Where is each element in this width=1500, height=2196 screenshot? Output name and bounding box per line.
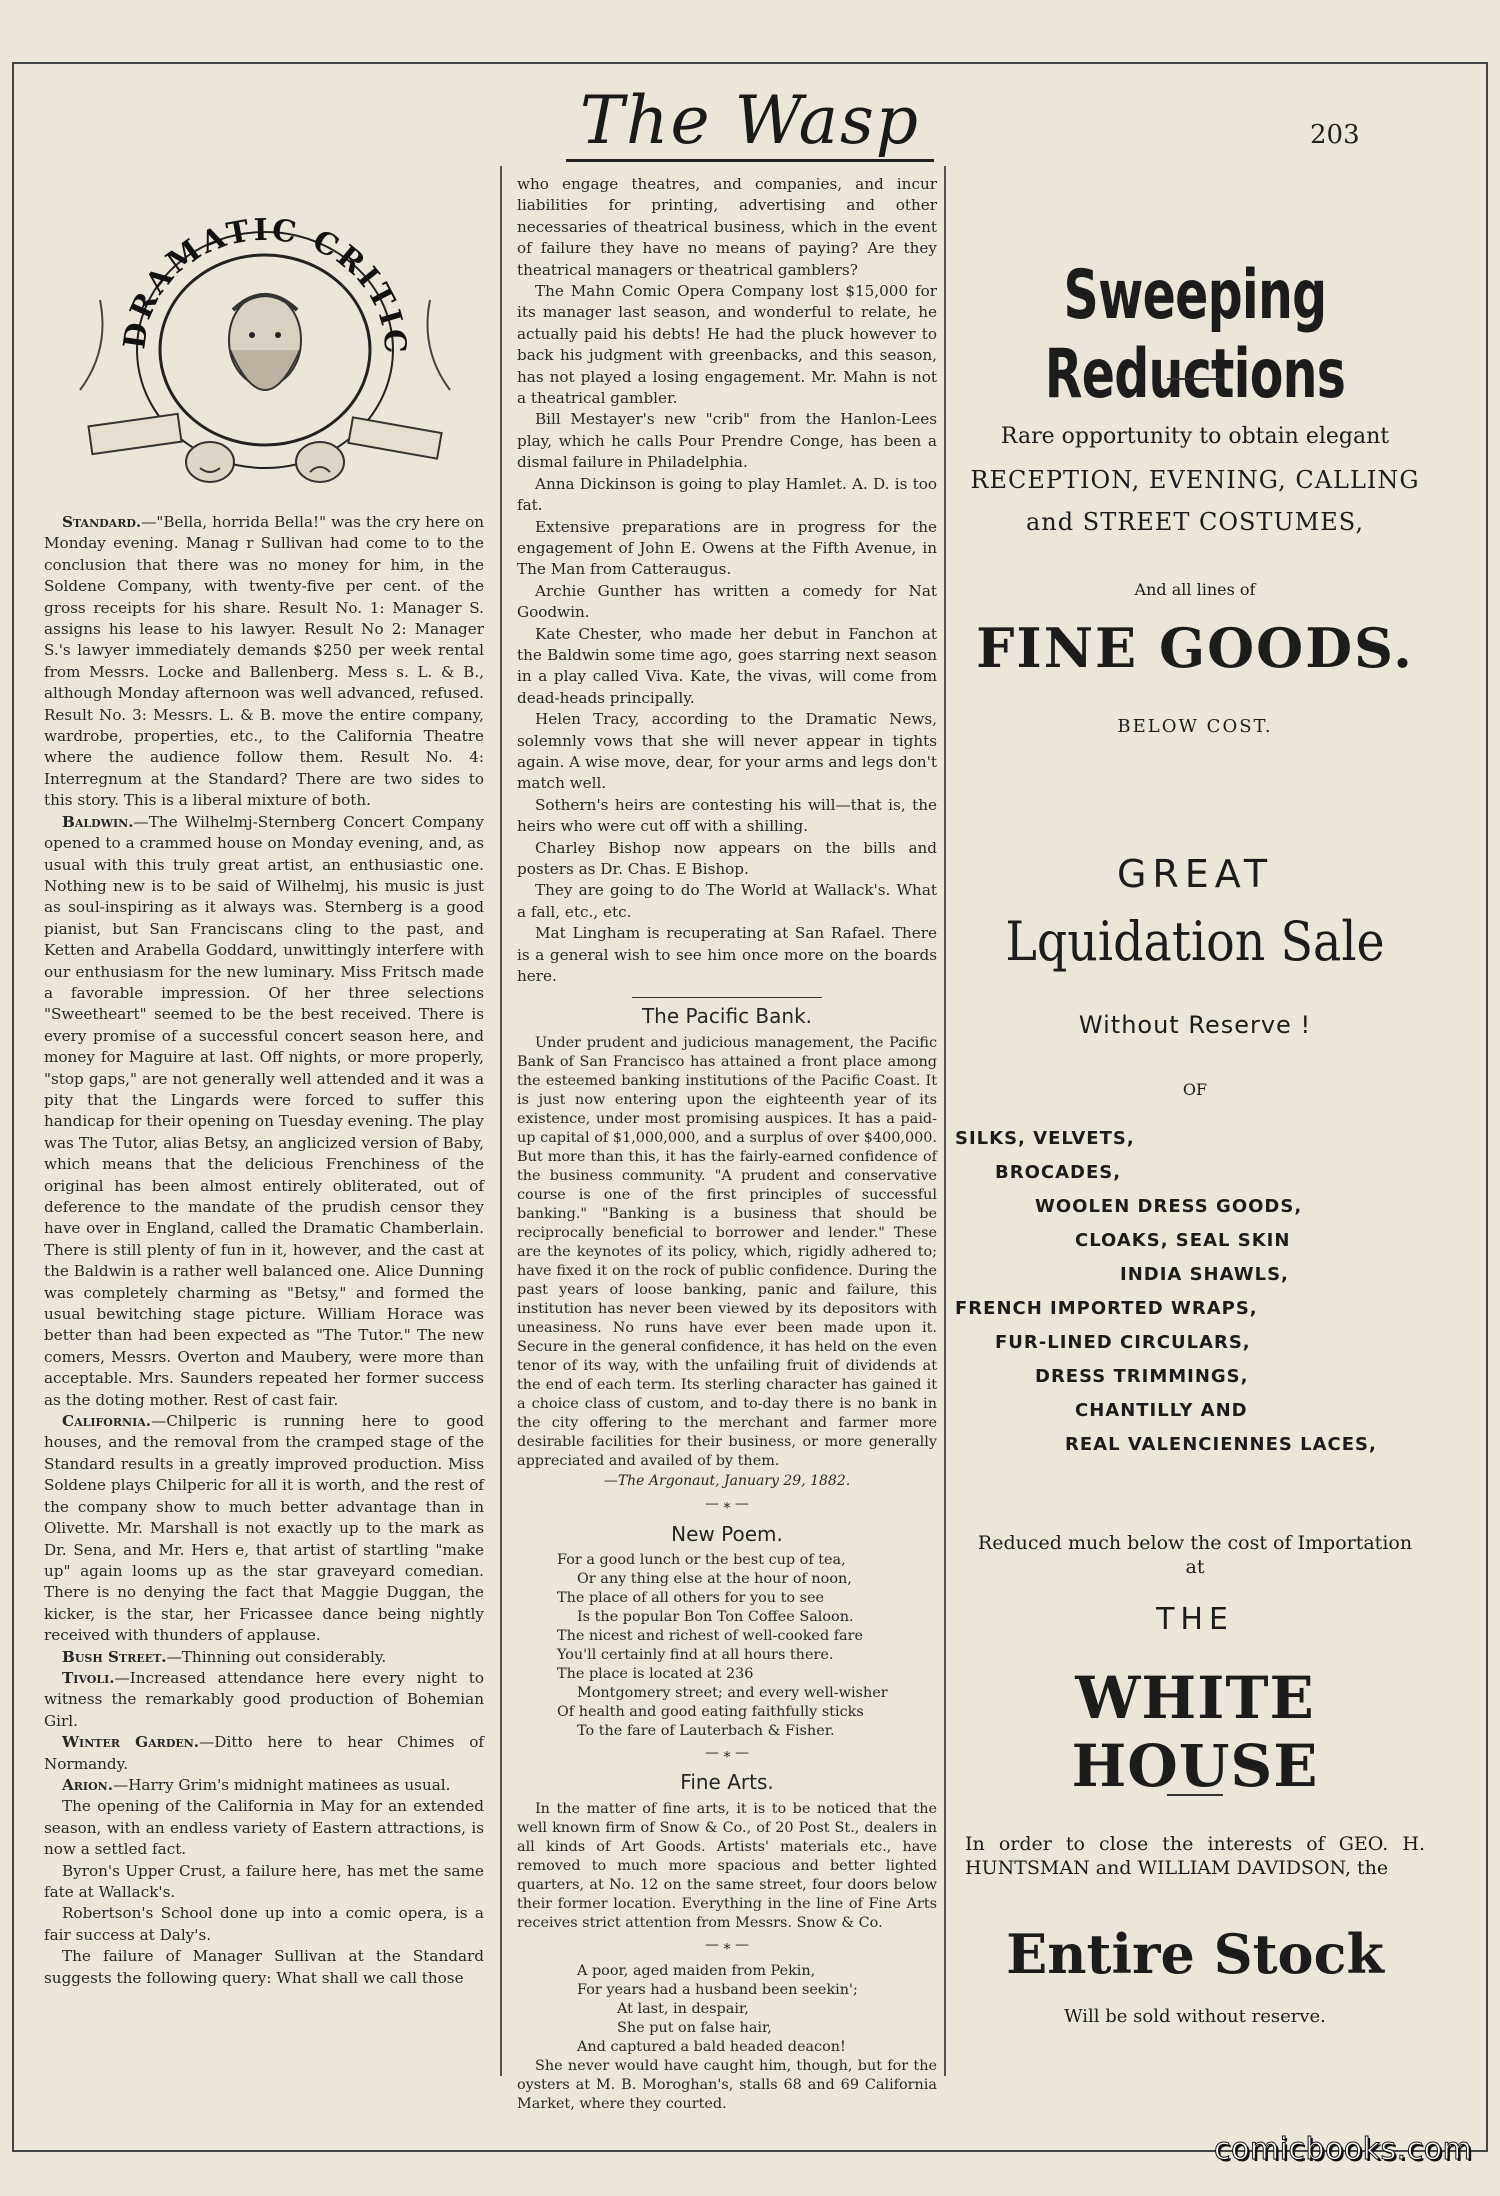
ad-item-shawls: INDIA SHAWLS,: [1120, 1264, 1289, 1285]
arion-paragraph: [44, 1775, 484, 1796]
critic-badge-label: DRAMATIC CRITIC: [117, 212, 413, 358]
verse-line: She put on false hair,: [617, 2020, 772, 2037]
col2-paragraph-5: Extensive preparations are in progress for the engagement of John E. Owens at the Fifth Avenue, in The Man from Catteraugus.: [517, 517, 937, 579]
col1-paragraph-3: Robertson's School done up into a comic opera, is a fair success at Daly's.: [44, 1904, 484, 1944]
poem-line: You'll certainly find at all hours there.: [557, 1647, 834, 1664]
ad-at: at: [1185, 1556, 1205, 1578]
ornament-divider: — ⁎ —: [705, 1936, 749, 1953]
verse-line: A poor, aged maiden from Pekin,: [577, 1963, 816, 1980]
col2-paragraph-2: The Mahn Comic Opera Company lost $15,000 for its manager last season, and wonderful to relate, he actually paid his debts! He had the pluck however to back his judgment with greenbacks, and this season, has not played a losing engagement. Mr. Mahn is not a theatrical gambler.: [517, 282, 937, 408]
poem-line: Is the popular Bon Ton Coffee Saloon.: [577, 1609, 854, 1626]
ad-headline: Sweeping Reductions: [1044, 256, 1346, 414]
baldwin-text: —The Wilhelmj-Sternberg Concert Company opened to a crammed house on Monday evening, and, as usual with this truly great artist, an enthusiastic one. Nothing new is to be said of Wilhelmj, his music is just as soul-inspiring as it always was. Sternberg is a good pianist, but San Franciscans cling to the past, and Ketten and Arabella Goddard, unwittingly interfere with our enthusiasm for the new luminary. Miss Fritsch made a favorable impression. Of her three selections "Sweetheart" seemed to be the best received. There is every promise of a successful concert season here, and money for Maguire at last. Off nights, or more properly, "stop gaps," are not generally well attended and it was a pity that the Lingards were forced to suffer this handicap for their opening on Tuesday evening. The play was The Tutor, alias Betsy, an anglicized version of Baby, which means that the delicious Frenchiness of the original has been almost entirely obliterated, out of deference to the mandate of the prudish censor they have over in England, called the Dramatic Chamberlain. There is still plenty of fun in it, however, and the cast at the Baldwin is a rather well balanced one. Alice Dunning was completely charming as "Betsy," and formed the usual bewitching stage picture. William Horace was better than had been expected as "The Tutor." The new comers, Messrs. Overton and Maubery, were more than acceptable. Mrs. Saunders repeated her former success as the doting mother. Rest of cast fair.: [44, 812, 484, 1409]
ad-item-silks: SILKS, VELVETS,: [955, 1128, 1135, 1149]
column-1: [44, 512, 484, 1989]
arion-runin: Arion.: [62, 1775, 113, 1794]
ad-item-woolen: WOOLEN DRESS GOODS,: [1035, 1196, 1303, 1217]
arion-text: —Harry Grim's midnight matinees as usual.: [113, 1775, 451, 1794]
ad-item-brocades: BROCADES,: [995, 1162, 1122, 1183]
col2-paragraph-12: Mat Lingham is recuperating at San Rafael. There is a general wish to see him once more on the boards here.: [517, 924, 937, 986]
new-poem: [517, 1551, 937, 1741]
col2-paragraph-8: Helen Tracy, according to the Dramatic News, solemnly vows that she will never appear in tights again. A wise move, dear, for your arms and legs don't match well.: [517, 710, 937, 793]
col2-paragraph-6: Archie Gunther has written a comedy for Nat Goodwin.: [517, 581, 937, 622]
col1-paragraph-1: The opening of the California in May for an extended season, with an endless variety of Eastern attractions, is now a settled fact.: [44, 1797, 484, 1859]
col1-paragraph-4: The failure of Manager Sullivan at the Standard suggests the following query: What shall we call those: [44, 1947, 484, 1987]
pacific-bank-source: —The Argonaut, January 29, 1882.: [603, 1472, 851, 1489]
ad-below-cost: BELOW COST.: [1117, 716, 1273, 737]
ad-the: THE: [1156, 1602, 1234, 1637]
col1-paragraph-2: Byron's Upper Crust, a failure here, has met the same fate at Wallack's.: [44, 1861, 484, 1901]
ad-liquidation-sale: Lquidation Sale: [1005, 910, 1385, 973]
standard-paragraph: [44, 512, 484, 812]
poem-line: Montgomery street; and every well-wisher: [577, 1685, 888, 1702]
winter-text: —Ditto here to hear Chimes of Normandy.: [44, 1733, 485, 1773]
column-divider-1: [500, 166, 502, 2076]
ad-white-house: WHITE HOUSE: [1071, 1664, 1319, 1800]
poem-line: Or any thing else at the hour of noon,: [577, 1571, 852, 1588]
baldwin-paragraph: [44, 812, 484, 1411]
bush-paragraph: [44, 1647, 484, 1668]
col2-paragraph-4: Anna Dickinson is going to play Hamlet. A. D. is too fat.: [517, 474, 937, 515]
baldwin-runin: Baldwin.: [62, 812, 134, 831]
poem-line: For a good lunch or the best cup of tea,: [557, 1552, 846, 1569]
fine-arts-heading: Fine Arts.: [680, 1770, 774, 1795]
ad-line-costumes: RECEPTION, EVENING, CALLING: [970, 466, 1420, 494]
ornament-divider: — ⁎ —: [705, 1745, 749, 1762]
ad-item-cloaks: CLOAKS, SEAL SKIN: [1075, 1230, 1291, 1251]
california-text: —Chilperic is running here to good houses, and the removal from the cramped stage of the Standard results in a greatly improved production. Miss Soldene plays Chilperic for all it is worth, and the rest of the company show to much better advantage than in Olivette. Mr. Marshall is not exactly up to the mark as Dr. Sena, and Mr. Hers e, that artist of startling "make up" again looms up as the star graveyard comedian. There is no denying the fact that Maggie Duggan, the kicker, is the star, her Fricassee dance being nightly received with thunders of applause.: [44, 1412, 484, 1645]
ad-item-wraps: FRENCH IMPORTED WRAPS,: [955, 1298, 1258, 1319]
california-runin: California.: [62, 1412, 152, 1431]
poem-line: The place of all others for you to see: [557, 1590, 825, 1607]
col2-paragraph-9: Sothern's heirs are contesting his will—that is, the heirs who were cut off with a shilling.: [517, 795, 937, 836]
ad-without-reserve: Without Reserve !: [1078, 1011, 1312, 1039]
ad-will-be-sold: Will be sold without reserve.: [1064, 2006, 1326, 2027]
col2-paragraph-3: Bill Mestayer's new "crib" from the Hanlon-Lees play, which he calls Pour Prendre Conge, has been a dismal failure in Philadelphia.: [517, 410, 937, 472]
ad-separator: [1167, 378, 1223, 380]
tivoli-runin: Tivoli.: [62, 1668, 115, 1687]
poem-line: Of health and good eating faithfully sticks: [557, 1704, 864, 1721]
dramatic-critic-illustration: [50, 200, 480, 500]
ad-close-interests: In order to close the interests of GEO. H. HUNTSMAN and WILLIAM DAVIDSON, the: [965, 1833, 1425, 1879]
ad-item-circulars: FUR-LINED CIRCULARS,: [995, 1332, 1251, 1353]
masthead: [0, 82, 1500, 162]
new-poem-heading: New Poem.: [671, 1521, 783, 1546]
ad-line-all-lines: And all lines of: [1134, 580, 1256, 599]
column-2: [517, 174, 937, 2114]
ornament-divider: — ⁎ —: [705, 1496, 749, 1513]
ad-item-trimmings: DRESS TRIMMINGS,: [1035, 1366, 1249, 1387]
pacific-bank-heading: The Pacific Bank.: [641, 1004, 813, 1029]
white-house-advertisement: [945, 166, 1445, 2066]
ad-entire-stock: Entire Stock: [1006, 1922, 1384, 1986]
page-number: 203: [1310, 120, 1360, 150]
tivoli-paragraph: [44, 1668, 484, 1732]
ad-line-street: and STREET COSTUMES,: [1026, 508, 1364, 536]
ad-of: OF: [1182, 1080, 1208, 1099]
ad-reduced: Reduced much below the cost of Importation: [977, 1532, 1413, 1554]
col2-paragraph-11: They are going to do The World at Wallack's. What a fall, etc., etc.: [517, 881, 937, 921]
poem-line: To the fare of Lauterbach & Fisher.: [577, 1723, 835, 1740]
col2-paragraph-7: Kate Chester, who made her debut in Fanchon at the Baldwin some time ago, goes starring next season in a play called Viva. Kate, the vivas, will come from dead-heads principally.: [517, 624, 937, 707]
section-rule: [632, 997, 822, 998]
ad-great: GREAT: [1116, 852, 1274, 896]
masthead-title: The Wasp: [566, 82, 934, 162]
ad-item-chantilly: CHANTILLY AND: [1075, 1400, 1248, 1421]
fine-arts-text: In the matter of fine arts, it is to be noticed that the well known firm of Snow & Co., of 20 Post St., dealers in all kinds of Art Goods. Artists' materials etc., have removed to much more spacious and better lighted quarters, at No. 12 on the same street, four doors below their former location. Everything in the line of Fine Arts receives strict attention from Messrs. Snow & Co.: [517, 1800, 937, 1931]
site-watermark: comicbooks.com: [1214, 2132, 1473, 2167]
poem-line: The nicest and richest of well-cooked fare: [557, 1628, 864, 1645]
ad-fine-goods: FINE GOODS.: [976, 616, 1414, 680]
ad-separator: [1167, 1794, 1223, 1796]
bush-runin: Bush Street.: [62, 1647, 167, 1666]
limerick: [517, 1962, 937, 2057]
col2-paragraph-10: Charley Bishop now appears on the bills and posters as Dr. Chas. E Bishop.: [517, 838, 937, 878]
tivoli-text: —Increased attendance here every night to witness the remarkably good production of Bohemian Girl.: [44, 1668, 484, 1730]
standard-runin: Standard.: [62, 513, 142, 531]
winter-runin: Winter Garden.: [62, 1733, 200, 1752]
pacific-bank-text: Under prudent and judicious management, the Pacific Bank of San Francisco has attained a front place among the esteemed banking institutions of the Pacific Coast. It is just now entering upon the eighteenth year of its existence, under most promising auspices. It has a paid-up capital of $1,000,000, and a surplus of over $400,000. But more than this, it has the fairly-earned confidence of the business community. "A prudent and conservative course is one of the first principles of successful banking." "Banking is a business that should be reciprocally beneficial to borrower and lender." These are the keynotes of its policy, which, rigidly adhered to; have fixed it on the rock of public confidence. During the past years of loose banking, panic and failure, this institution has never been viewed by its depositors with uneasiness. No runs have ever been made upon it. Secure in the general confidence, it has held on the even tenor of its way, with the unfailing fruit of dividends at the end of each term. Its sterling character has gained it a choice class of custom, and to-day there is no bank in the city offering to the merchant and farmer more desirable facilities for their business, or more generally appreciated and availed of by them.: [517, 1034, 937, 1469]
standard-text: —"Bella, horrida Bella!" was the cry here on Monday evening. Manag r Sullivan had come to to the conclusion that there was no money for him, in the Soldene Company, with twenty-five per cent. of the gross receipts for his share. Result No. 1: Manager S. assigns his lease to his lawyer. Result No 2: Manager S.'s lawyer immediately demands $250 per week rental from Messrs. Locke and Ballenberg. Mess s. L. & B., although Monday afternoon was well advanced, refused. Result No. 3: Messrs. L. & B. move the entire company, wardrobe, properties, etc., to the California Theatre where the audience follow them. Result No. 4: Interregnum at the Standard? There are two sides to this story. This is a liberal mixture of both.: [44, 513, 484, 810]
winter-paragraph: [44, 1732, 484, 1775]
bush-text: —Thinning out considerably.: [166, 1647, 387, 1666]
california-paragraph: [44, 1411, 484, 1646]
col2-paragraph-1: who engage theatres, and companies, and incur liabilities for printing, advertising and other necessaries of theatrical business, which in the event of failure they have no means of paying? Are they theatrical managers or theatrical gamblers?: [517, 175, 937, 279]
ad-line-opportunity: Rare opportunity to obtain elegant: [1000, 424, 1390, 449]
ad-item-laces: REAL VALENCIENNES LACES,: [1065, 1434, 1377, 1455]
poem-line: The place is located at 236: [557, 1666, 754, 1683]
verse-line: At last, in despair,: [617, 2001, 749, 2018]
verse-line: And captured a bald headed deacon!: [577, 2039, 846, 2056]
closing-paragraph: She never would have caught him, though, but for the oysters at M. B. Moroghan's, stalls 68 and 69 California Market, where they courted.: [517, 2058, 937, 2113]
verse-line: For years had a husband been seekin';: [577, 1982, 858, 1999]
